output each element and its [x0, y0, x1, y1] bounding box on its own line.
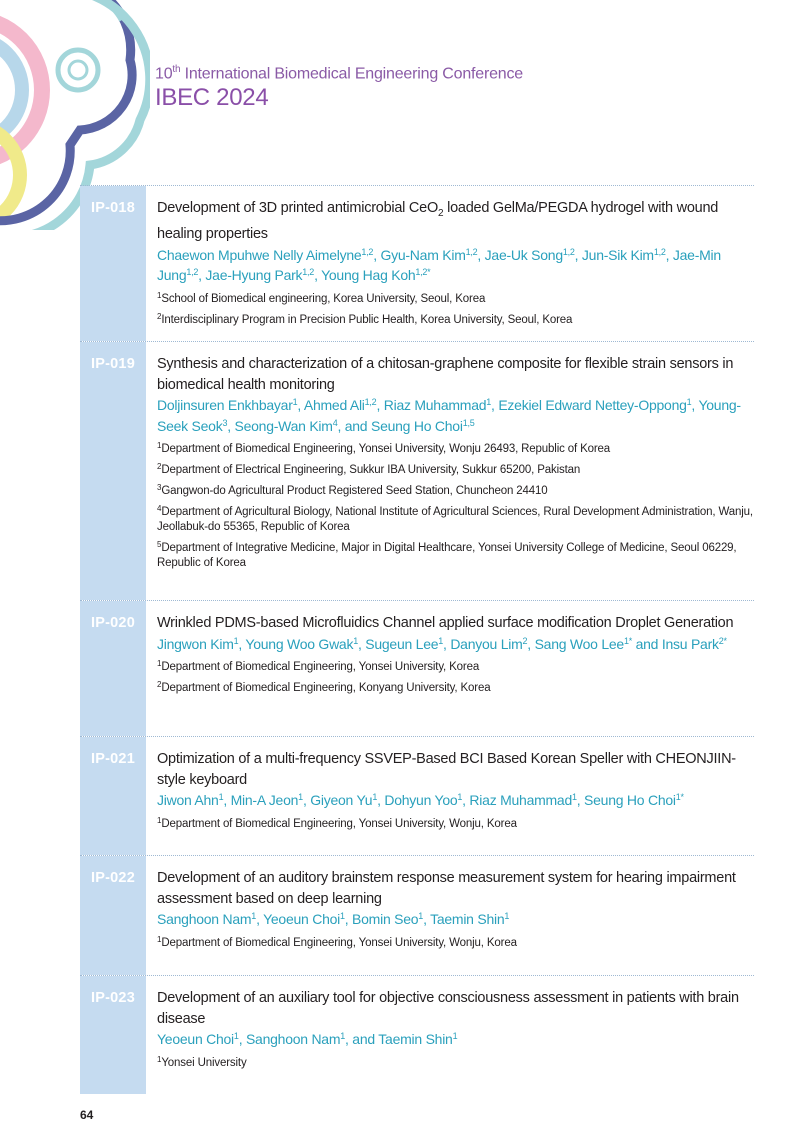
affiliation-text: Department of Biomedical Engineering, Yonsei University, Wonju, Korea	[161, 817, 517, 830]
abstract-list	[80, 185, 754, 1094]
abstract-entry	[80, 601, 754, 737]
affiliation-text: Interdisciplinary Program in Precision Public Health, Korea University, Seoul, Korea	[161, 313, 573, 326]
affiliation	[157, 463, 754, 478]
abstract-entry	[80, 342, 754, 601]
abstract-title: Development of an auxiliary tool for objective consciousness assessment in patients with brain disease	[157, 990, 739, 1027]
affiliation-marker: 1	[157, 290, 162, 300]
affiliation-marker: 2	[157, 462, 162, 471]
affiliation-marker: 1	[157, 659, 162, 668]
affiliation-text: Department of Agricultural Biology, National Institute of Agricultural Sciences, Rural Development Administration, Wanju, Jeollabuk-do 55365, Republic of Korea	[157, 506, 753, 533]
abstract-id: IP-023	[80, 976, 146, 1094]
affiliation-text: Department of Biomedical Engineering, Yonsei University, Wonju 26493, Republic of Korea	[161, 443, 611, 455]
affiliation-text: Department of Biomedical Engineering, Konyang University, Korea	[161, 682, 491, 694]
affiliation-marker: 1	[157, 815, 162, 825]
affiliation	[157, 292, 754, 307]
abstract-body	[146, 737, 754, 855]
abstract-entry	[80, 737, 754, 856]
abstract-body	[146, 976, 754, 1094]
abstract-body	[146, 186, 754, 341]
conference-header	[155, 64, 523, 112]
affiliation-list	[157, 936, 754, 951]
affiliation	[157, 817, 754, 832]
abstract-id: IP-018	[80, 186, 146, 341]
affiliation	[157, 484, 754, 499]
affiliation-text: School of Biomedical engineering, Korea University, Seoul, Korea	[161, 292, 486, 305]
abstract-authors: Sanghoon Nam$^1$, Yeoeun Choi$^1$, Bomin Seo$^1$, Taemin Shin$^1$	[157, 911, 510, 927]
affiliation	[157, 660, 754, 675]
affiliation-marker: 1	[157, 441, 162, 450]
abstract-id: IP-021	[80, 737, 146, 855]
abstract-id: IP-020	[80, 601, 146, 736]
affiliation	[157, 936, 754, 951]
affiliation-list	[157, 442, 754, 571]
affiliation-list	[157, 1056, 754, 1071]
affiliation-text: Department of Integrative Medicine, Major in Digital Healthcare, Yonsei University College of Medicine, Seoul 06229, Republic of Korea	[157, 542, 737, 569]
affiliation	[157, 1056, 754, 1071]
affiliation-text: Gangwon-do Agricultural Product Registered Seed Station, Chuncheon 24410	[161, 485, 548, 497]
affiliation-text: Department of Biomedical Engineering, Yonsei University, Korea	[161, 661, 480, 673]
abstract-body	[146, 601, 754, 736]
abstract-authors: Yeoeun Choi$^1$, Sanghoon Nam$^1$, and Taemin Shin$^1$	[157, 1031, 458, 1047]
abstract-id: IP-019	[80, 342, 146, 600]
affiliation	[157, 505, 754, 535]
affiliation-marker: 4	[157, 504, 162, 513]
abstract-entry	[80, 976, 754, 1094]
affiliation-list	[157, 817, 754, 832]
abstract-body	[146, 856, 754, 975]
abstract-authors: Jiwon Ahn$^1$, Min-A Jeon$^1$, Giyeon Yu$^1$, Dohyun Yoo$^1$, Riaz Muhammad$^1$, Seung Ho Choi$^{1*}$	[157, 792, 684, 808]
affiliation-text: Yonsei University	[161, 1056, 247, 1069]
affiliation-marker: 5	[157, 540, 162, 549]
affiliation	[157, 313, 754, 328]
conference-abbreviation: IBEC 2024	[155, 84, 269, 112]
affiliation-text: Department of Biomedical Engineering, Yonsei University, Wonju, Korea	[161, 936, 517, 949]
abstract-title: Synthesis and characterization of a chitosan-graphene composite for flexible strain sensors in biomedical health monitoring	[157, 356, 734, 393]
page-number: 64	[80, 1108, 94, 1122]
abstract-title: Optimization of a multi-frequency SSVEP-Based BCI Based Korean Speller with CHEONJIIN-style keyboard	[157, 751, 736, 788]
affiliation-marker: 2	[157, 680, 162, 689]
affiliation	[157, 442, 754, 457]
abstract-authors: Jingwon Kim$^1$, Young Woo Gwak$^1$, Sugeun Lee$^1$, Danyou Lim$^2$, Sang Woo Lee$^{1*}$ and Insu Park$^{2*}$	[157, 635, 727, 652]
abstract-title: Development of 3D printed antimicrobial CeO$_2$ loaded GelMa/PEGDA hydrogel with wound healing properties	[157, 200, 719, 243]
affiliation	[157, 681, 754, 696]
affiliation	[157, 541, 754, 571]
abstract-title: Wrinkled PDMS-based Microfluidics Channel applied surface modification Droplet Generation	[157, 615, 734, 631]
conference-name: 10th International Biomedical Engineering Conference	[155, 64, 523, 83]
affiliation-marker: 2	[157, 311, 162, 321]
abstract-entry	[80, 856, 754, 976]
abstract-id: IP-022	[80, 856, 146, 975]
abstract-body	[146, 342, 754, 600]
abstract-entry	[80, 185, 754, 342]
abstract-authors: Doljinsuren Enkhbayar$^1$, Ahmed Ali$^{1,2}$, Riaz Muhammad$^1$, Ezekiel Edward Nettey-Oppong$^1$, Young-Seek Seok$^3$, Seong-Wan Kim$^4$, and Seung Ho Choi$^{1,5}$	[157, 397, 741, 434]
affiliation-text: Department of Electrical Engineering, Sukkur IBA University, Sukkur 65200, Pakistan	[161, 464, 581, 476]
affiliation-list	[157, 660, 754, 696]
affiliation-marker: 1	[157, 934, 162, 944]
abstract-title: Development of an auditory brainstem response measurement system for hearing impairment assessment based on deep learning	[157, 870, 736, 907]
affiliation-marker: 1	[157, 1054, 162, 1064]
affiliation-marker: 3	[157, 483, 162, 492]
abstract-authors: Chaewon Mpuhwe Nelly Aimelyne$^{1,2}$, Gyu-Nam Kim$^{1,2}$, Jae-Uk Song$^{1,2}$, Jun-Sik Kim$^{1,2}$, Jae-Min Jung$^{1,2}$, Jae-Hyung Park$^{1,2}$, Young Hag Koh$^{1,2*}$	[157, 246, 721, 284]
affiliation-list	[157, 292, 754, 328]
